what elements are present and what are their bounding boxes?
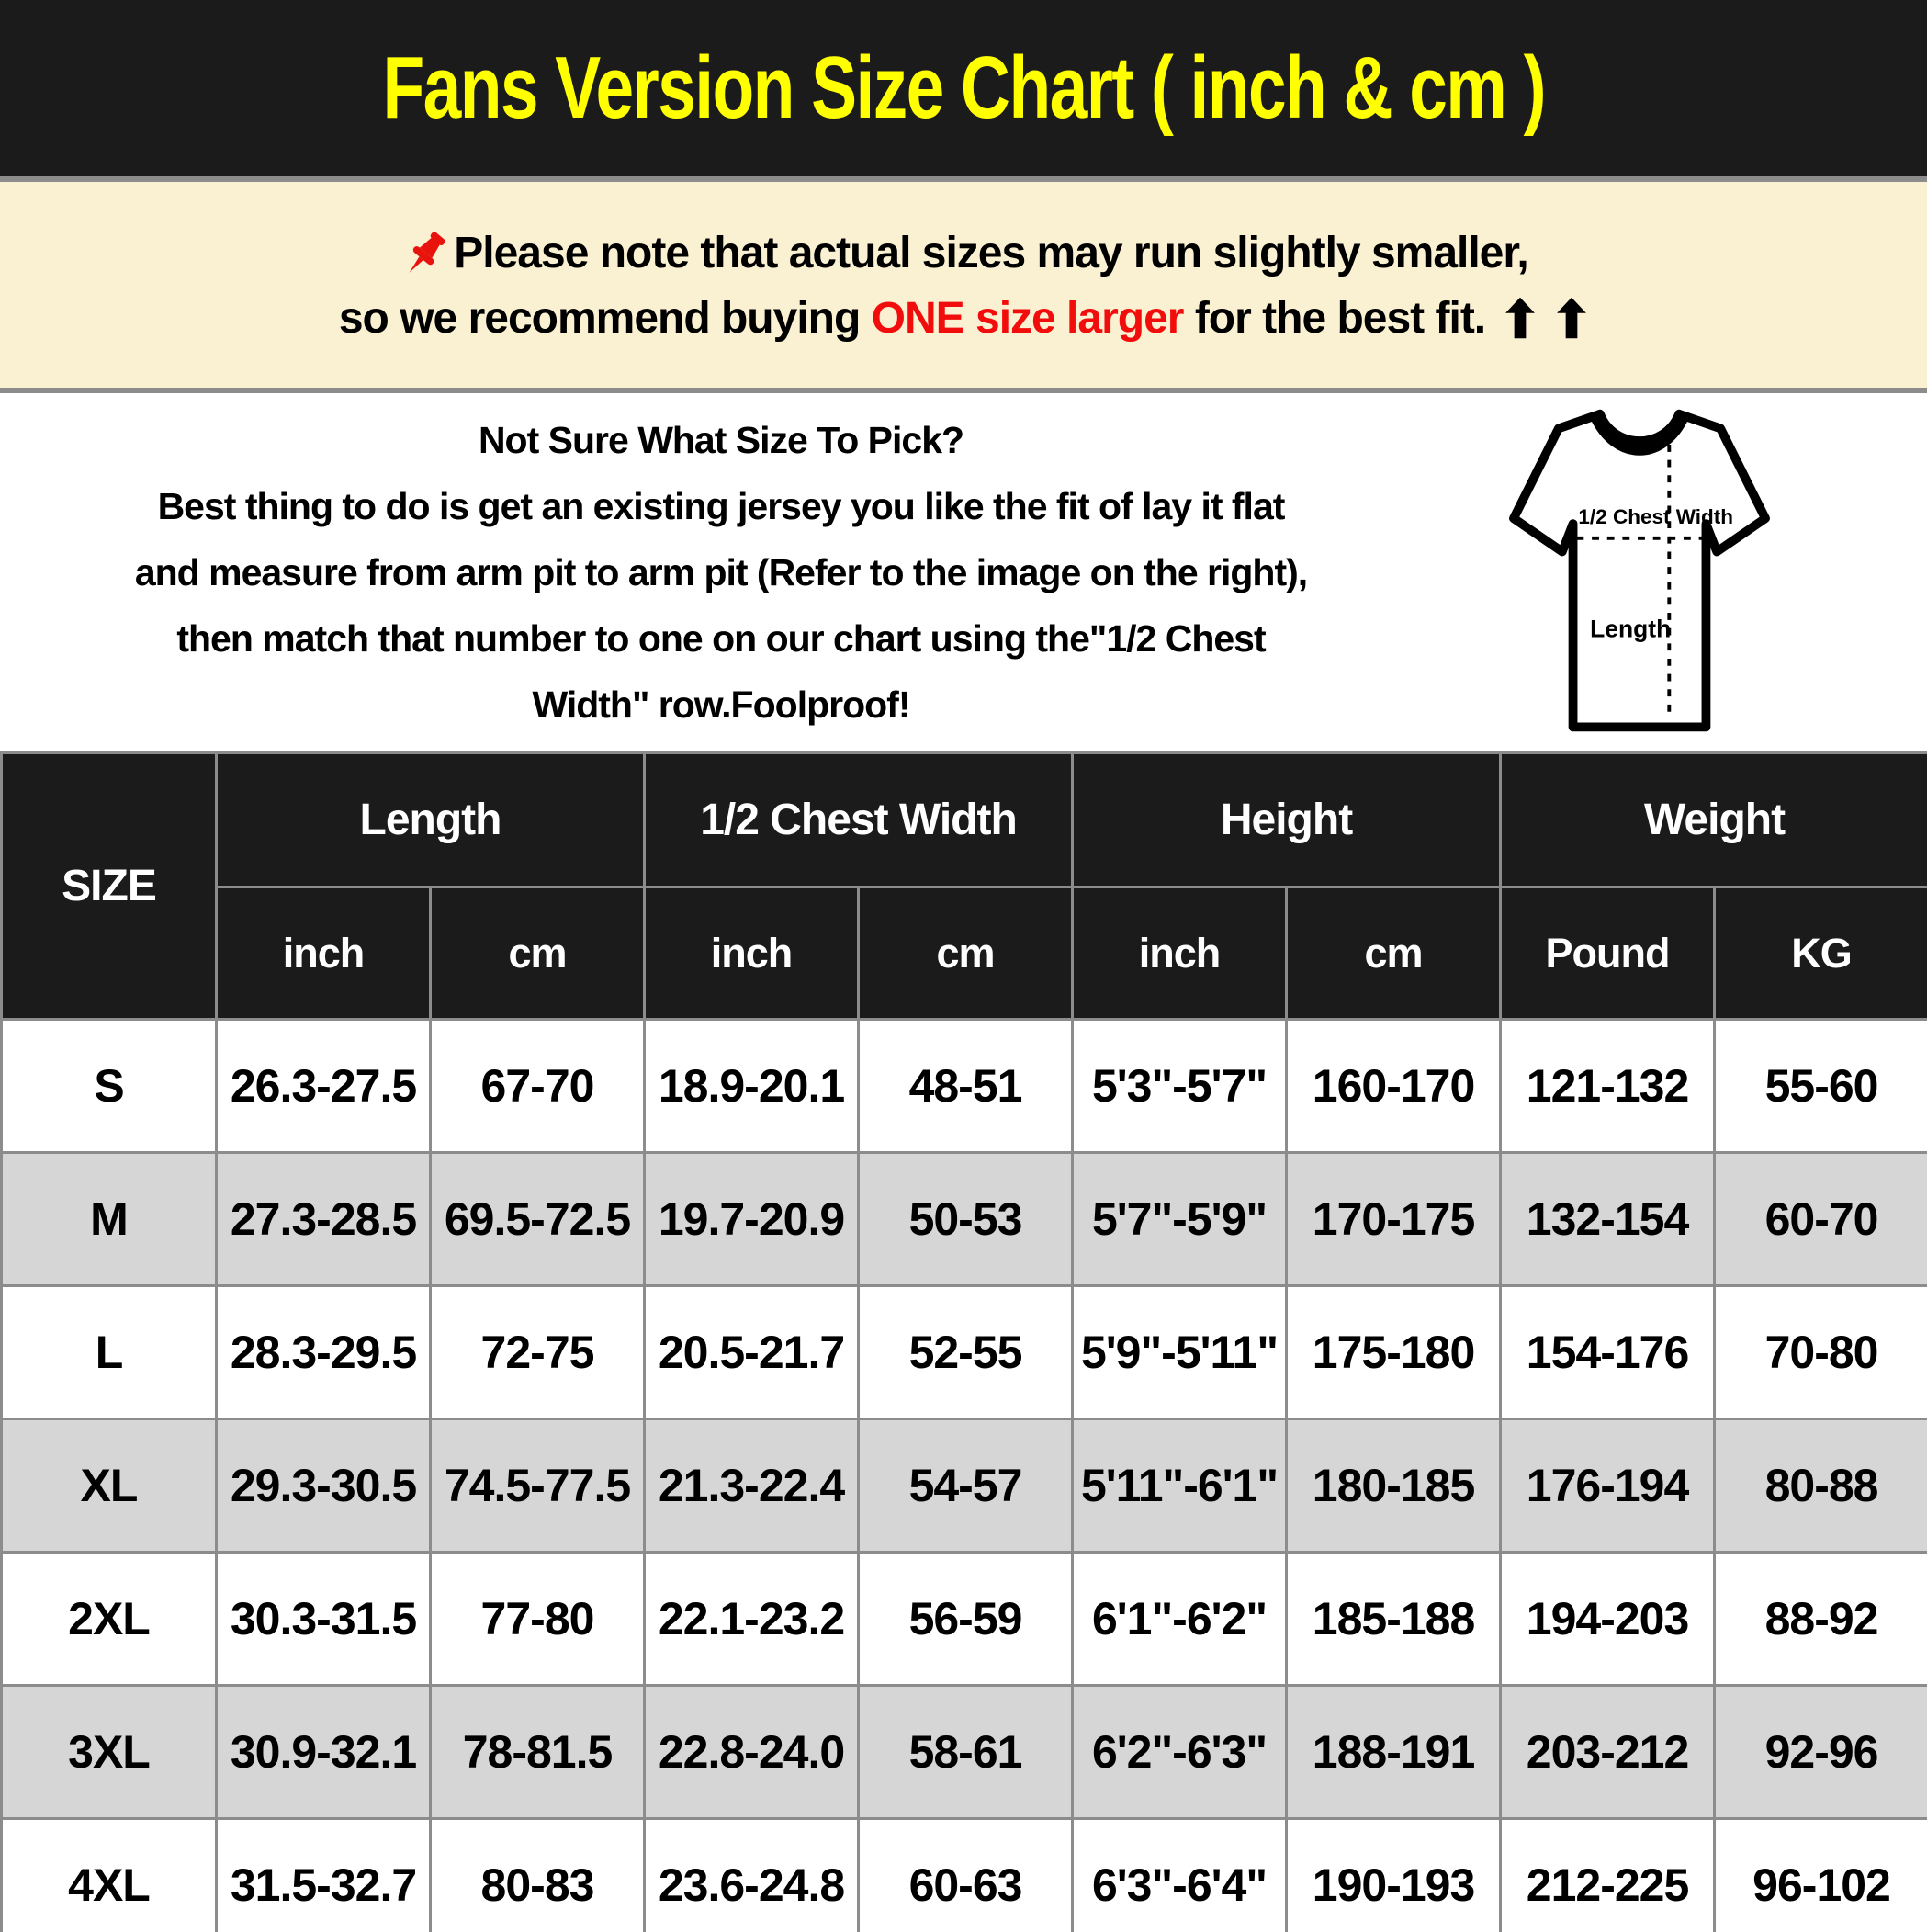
table-row (2, 1686, 1927, 1819)
instructions-line: Best thing to do is get an existing jersey you like the fit of lay it flat (157, 485, 1285, 527)
value-cell: 21.3-22.4 (645, 1419, 859, 1553)
value-cell: 203-212 (1501, 1686, 1715, 1819)
col-header-size: SIZE (2, 753, 217, 1020)
note-line2-suffix: for the best fit. (1183, 293, 1486, 343)
value-cell: 154-176 (1501, 1286, 1715, 1419)
value-cell: 212-225 (1501, 1819, 1715, 1932)
size-cell: 3XL (2, 1686, 217, 1819)
size-cell: 4XL (2, 1819, 217, 1932)
value-cell: 176-194 (1501, 1419, 1715, 1553)
size-cell: M (2, 1153, 217, 1286)
col-subheader-length-cm: cm (431, 887, 645, 1020)
value-cell: 48-51 (859, 1020, 1073, 1153)
tshirt-outline-icon (1488, 401, 1791, 743)
value-cell: 121-132 (1501, 1020, 1715, 1153)
instructions-text (0, 407, 1442, 738)
value-cell: 52-55 (859, 1286, 1073, 1419)
table-row (2, 1286, 1927, 1419)
value-cell: 54-57 (859, 1419, 1073, 1553)
value-cell: 20.5-21.7 (645, 1286, 859, 1419)
value-cell: 58-61 (859, 1686, 1073, 1819)
note-line-2 (339, 293, 1588, 344)
instructions-line: then match that number to one on our chart using the"1/2 Chest (176, 617, 1266, 660)
instructions-heading: Not Sure What Size To Pick? (478, 419, 964, 461)
value-cell: 80-88 (1715, 1419, 1927, 1553)
value-cell: 88-92 (1715, 1553, 1927, 1686)
value-cell: 175-180 (1287, 1286, 1501, 1419)
col-group-height: Height (1073, 753, 1501, 887)
tshirt-diagram (1442, 401, 1837, 743)
value-cell: 56-59 (859, 1553, 1073, 1686)
col-group-weight: Weight (1501, 753, 1927, 887)
size-cell: S (2, 1020, 217, 1153)
table-row (2, 1020, 1927, 1153)
instructions-line: Width" row.Foolproof! (532, 684, 910, 726)
table-row (2, 1153, 1927, 1286)
value-cell: 185-188 (1287, 1553, 1501, 1686)
table-subheader-row (2, 887, 1927, 1020)
col-group-chest-width: 1/2 Chest Width (645, 753, 1073, 887)
instructions-line: and measure from arm pit to arm pit (Refer to the image on the right), (134, 551, 1308, 593)
value-cell: 92-96 (1715, 1686, 1927, 1819)
size-table-body (2, 1020, 1927, 1932)
size-table (0, 751, 1927, 1932)
value-cell: 72-75 (431, 1286, 645, 1419)
value-cell: 22.1-23.2 (645, 1553, 859, 1686)
note-line-1 (399, 227, 1528, 280)
value-cell: 30.9-32.1 (217, 1686, 431, 1819)
note-line1-text: Please note that actual sizes may run slightly smaller, (454, 229, 1528, 277)
title-bar (0, 0, 1927, 176)
value-cell: 5'3"-5'7" (1073, 1020, 1287, 1153)
col-subheader-weight-pound: Pound (1501, 887, 1715, 1020)
value-cell: 22.8-24.0 (645, 1686, 859, 1819)
col-subheader-chest-inch: inch (645, 887, 859, 1020)
value-cell: 5'11"-6'1" (1073, 1419, 1287, 1553)
diagram-length-label: Length (1590, 615, 1672, 643)
value-cell: 60-63 (859, 1819, 1073, 1932)
value-cell: 77-80 (431, 1553, 645, 1686)
value-cell: 23.6-24.8 (645, 1819, 859, 1932)
value-cell: 28.3-29.5 (217, 1286, 431, 1419)
value-cell: 50-53 (859, 1153, 1073, 1286)
value-cell: 55-60 (1715, 1020, 1927, 1153)
value-cell: 74.5-77.5 (431, 1419, 645, 1553)
value-cell: 30.3-31.5 (217, 1553, 431, 1686)
value-cell: 132-154 (1501, 1153, 1715, 1286)
value-cell: 67-70 (431, 1020, 645, 1153)
value-cell: 180-185 (1287, 1419, 1501, 1553)
value-cell: 6'1"-6'2" (1073, 1553, 1287, 1686)
value-cell: 96-102 (1715, 1819, 1927, 1932)
value-cell: 80-83 (431, 1819, 645, 1932)
instructions-section (0, 393, 1927, 751)
size-cell: L (2, 1286, 217, 1419)
value-cell: 5'7"-5'9" (1073, 1153, 1287, 1286)
value-cell: 29.3-30.5 (217, 1419, 431, 1553)
table-row (2, 1819, 1927, 1932)
value-cell: 60-70 (1715, 1153, 1927, 1286)
value-cell: 31.5-32.7 (217, 1819, 431, 1932)
col-subheader-weight-kg: KG (1715, 887, 1927, 1020)
col-subheader-chest-cm: cm (859, 887, 1073, 1020)
value-cell: 190-193 (1287, 1819, 1501, 1932)
up-arrow-icon (1555, 295, 1588, 341)
col-subheader-height-cm: cm (1287, 887, 1501, 1020)
value-cell: 26.3-27.5 (217, 1020, 431, 1153)
table-row (2, 1419, 1927, 1553)
table-row (2, 1553, 1927, 1686)
up-arrow-icon (1504, 295, 1537, 341)
value-cell: 160-170 (1287, 1020, 1501, 1153)
value-cell: 170-175 (1287, 1153, 1501, 1286)
table-group-header-row (2, 753, 1927, 887)
value-cell: 19.7-20.9 (645, 1153, 859, 1286)
value-cell: 6'2"-6'3" (1073, 1686, 1287, 1819)
col-group-length: Length (217, 753, 645, 887)
value-cell: 5'9"-5'11" (1073, 1286, 1287, 1419)
page-title: Fans Version Size Chart ( inch & cm ) (382, 39, 1545, 137)
value-cell: 70-80 (1715, 1286, 1927, 1419)
col-subheader-length-inch: inch (217, 887, 431, 1020)
value-cell: 6'3"-6'4" (1073, 1819, 1287, 1932)
pushpin-icon (399, 227, 452, 280)
size-cell: 2XL (2, 1553, 217, 1686)
value-cell: 18.9-20.1 (645, 1020, 859, 1153)
value-cell: 188-191 (1287, 1686, 1501, 1819)
note-banner (0, 182, 1927, 388)
value-cell: 27.3-28.5 (217, 1153, 431, 1286)
col-subheader-height-inch: inch (1073, 887, 1287, 1020)
value-cell: 194-203 (1501, 1553, 1715, 1686)
note-line2-prefix: so we recommend buying (338, 293, 872, 343)
value-cell: 78-81.5 (431, 1686, 645, 1819)
note-highlight: ONE size larger (871, 293, 1184, 343)
value-cell: 69.5-72.5 (431, 1153, 645, 1286)
diagram-chest-label: 1/2 Chest Width (1578, 505, 1734, 529)
size-cell: XL (2, 1419, 217, 1553)
